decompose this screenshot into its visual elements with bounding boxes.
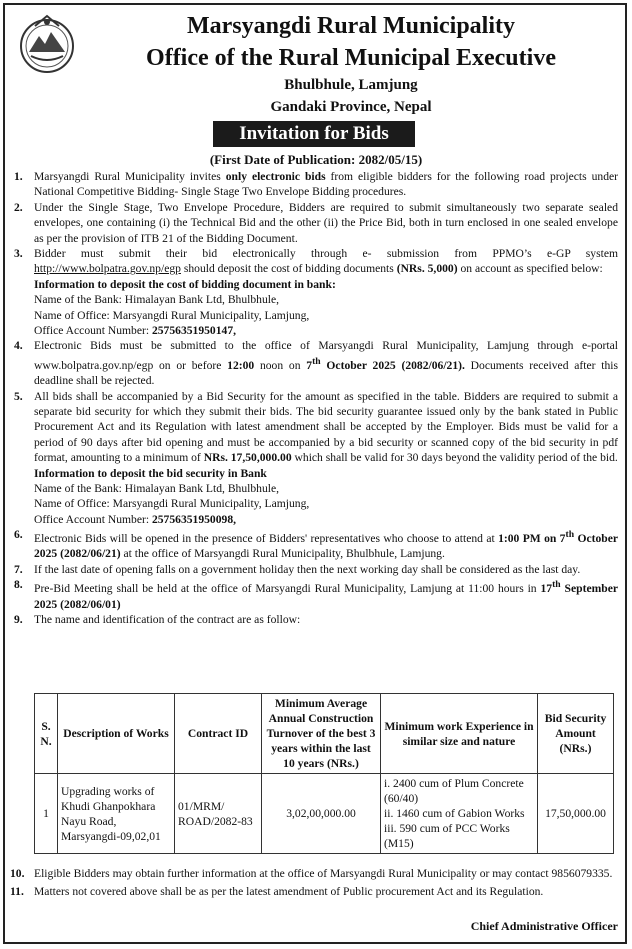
doc-cost-account: Office Account Number: 25756351950147, [34,324,237,338]
municipality-name: Marsyangdi Rural Municipality [186,13,516,39]
header-experience: Minimum work Experience in similar size and nature [381,694,538,774]
cell-sn: 1 [35,774,58,854]
doc-cost-info-title: Information to deposit the cost of bidding document in bank: [34,277,336,291]
signatory: Chief Administrative Officer [470,919,618,933]
header-sn: S. N. [35,694,58,774]
table-header-row [35,694,614,774]
egp-link[interactable]: http://www.bolpatra.gov.np/egp [34,262,181,276]
clause-11: 11. Matters not covered above shall be as per the latest amendment of Public procurement Act and its Regulation. [10,885,544,899]
cell-description: Upgrading works of Khudi Ghanpokhara Nayu Road, Marsyangdi-09,02,01 [58,774,175,854]
address-line-2: Gandaki Province, Nepal [270,99,432,115]
header-description: Description of Works [58,694,175,774]
cell-turnover: 3,02,00,000.00 [262,774,381,854]
clause-5: 5. All bids shall be accompanied by a Bid Security for the amount as specified in the table. Bidders are required to submit a separate bid security for which they submit their bids. The bid security guarantee issued only by the bank stated in Public Procurement Act and its Regulation with latest amendment shall be accepted by the Employer. Bids must be valid for a period of 90 days after bid opening and must be accompanied by a bid security or scanned copy of the bid security in pdf format, amounting to a minimum of NRs. 17,50,000.00 which shall be valid for 30 days beyond the validity period of the bid. [14,389,618,465]
experience-item-1: i. 2400 cum of Plum Concrete (60/40) [384,777,524,805]
header-contract-id: Contract ID [175,694,262,774]
cell-contract-id: 01/MRM/ ROAD/2082-83 [175,774,262,854]
office-name: Office of the Rural Municipal Executive [146,45,556,71]
address-line-1: Bhulbhule, Lamjung [284,77,418,93]
table-row [35,774,614,854]
cell-experience [381,774,538,854]
bid-security-info-title: Information to deposit the bid security in Bank [34,466,267,480]
contract-table [34,693,614,854]
clause-2: 2. Under the Single Stage, Two Envelope Procedure, Bidders are required to submit simultaneously two separate sealed envelopes, one containing (i) the Technical Bid and the other (ii) the Price Bid, both in turn enclosed in one sealed envelope as per the provision of ITB 21 of the Bidding Document. [14,200,618,245]
cell-bid-security: 17,50,000.00 [538,774,614,854]
header-bid-security: Bid Security Amount (NRs.) [538,694,614,774]
experience-item-2: ii. 1460 cum of Gabion Works [384,807,525,820]
clause-4: 4. Electronic Bids must be submitted to the office of Marsyangdi Rural Municipality, Lamjung through e-portal www.bolpatra.gov.np/egp on or before 12:00 noon on 7th October 2025 (2082/06/21). Documents received after this deadline shall be rejected. [14,339,618,388]
clause-7: 7. If the last date of opening falls on a government holiday then the next working day shall be considered as the last day. [14,562,581,576]
publication-date: (First Date of Publication: 2082/05/15) [209,152,423,167]
experience-item-3: iii. 590 cum of PCC Works (M15) [384,822,510,850]
header-turnover: Minimum Average Annual Construction Turnover of the best 3 years within the last 10 years (NRs.) [262,694,381,774]
closing-clauses [10,866,618,900]
clause-6: 6. Electronic Bids will be opened in the presence of Bidders' representatives who choose to attend at 1:00 PM on 7th October 2025 (2082/06/21) at the office of Marsyangdi Rural Municipality, Bhulbhule, Lamjung. [14,528,618,561]
nepal-emblem-icon [15,12,79,76]
notice-body [10,169,618,627]
bid-security-bank: Name of the Bank: Himalayan Bank Ltd, Bhulbhule, [34,481,280,495]
clause-3: 3. Bidder must submit their bid electronically through e- submission from PPMO’s e-GP system http://www.bolpatra.gov.np/egp should deposit the cost of bidding documents (NRs. 5,000) on account as specified below: [14,247,618,276]
clause-8: 8. Pre-Bid Meeting shall be held at the office of Marsyangdi Rural Municipality, Lamjung at 11:00 hours in 17th September 2025 (2082/06/01) [14,578,618,611]
clause-10: 10. Eligible Bidders may obtain further information at the office of Marsyangdi Rural Municipality or may contact 9856079335. [10,867,613,880]
clause-9: 9. The name and identification of the contract are as follow: [14,612,301,626]
clause-1: 1. Marsyangdi Rural Municipality invites only electronic bids from eligible bidders for the following road projects under National Competitive Bidding- Single Stage Two Envelope Bidding procedures. [14,170,618,199]
bid-security-office: Name of Office: Marsyangdi Rural Municipality, Lamjung, [34,497,310,511]
doc-cost-office: Name of Office: Marsyangdi Rural Municipality, Lamjung, [34,308,310,322]
notice-title: Invitation for Bids [213,121,415,147]
bid-security-account: Office Account Number: 25756351950098, [34,512,237,526]
doc-cost-bank: Name of the Bank: Himalayan Bank Ltd, Bhulbhule, [34,293,280,307]
